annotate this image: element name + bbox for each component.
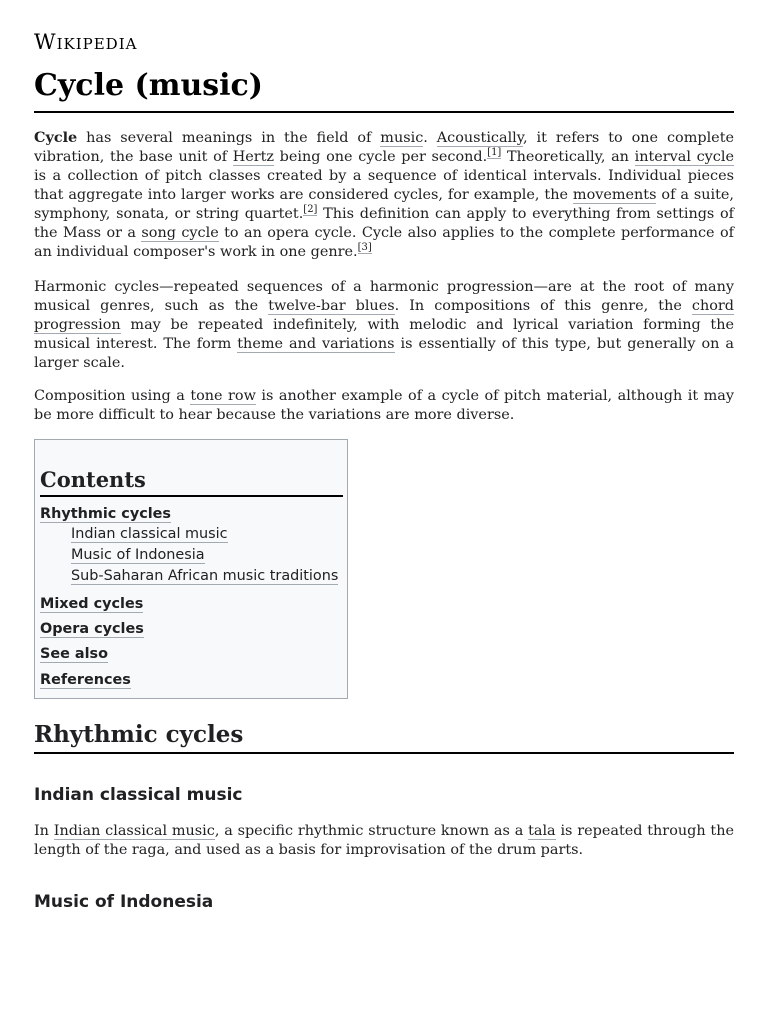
link-acoustically[interactable]: Acoustically xyxy=(436,130,523,146)
bold-term: Cycle xyxy=(34,129,78,146)
toc-item-rhythmic-cycles[interactable]: Rhythmic cycles xyxy=(40,506,171,522)
intro-paragraph-1: Cycle has several meanings in the field of music. Acoustically, it refers to one complete vibration, the base unit of Hertz being one cycle per second.[1] Theoretically, an interval cycle is a collection of pitch classes created by a sequence of identical intervals. Individual pieces that aggregate into larger works are considered cycles, for example, the movements of a suite, symphony, sonata, or string quartet.[2] This definition can apply to everything from settings of the Mass or a song cycle to an opera cycle. Cycle also applies to the complete performance of an individual composer's work in one genre.[3] xyxy=(34,129,735,260)
toc-item-indian-classical-music[interactable]: Indian classical music xyxy=(71,526,228,542)
link-movements[interactable]: movements xyxy=(572,187,657,203)
intro-paragraph-3: Composition using a tone row is another example of a cycle of pitch material, although it may be more difficult to hear because the variations are more diverse. xyxy=(34,388,734,423)
toc-item-music-of-indonesia[interactable]: Music of Indonesia xyxy=(71,547,205,563)
indian-classical-paragraph: In Indian classical music, a specific rhythmic structure known as a tala is repeated through the length of the raga, and used as a basis for improvisation of the drum parts. xyxy=(34,823,734,858)
section-heading-rhythmic-cycles: Rhythmic cycles xyxy=(34,720,734,754)
link-hertz[interactable]: Hertz xyxy=(232,149,275,165)
toc-item-sub-saharan-african-music[interactable]: Sub-Saharan African music traditions xyxy=(71,568,339,584)
toc-title: Contents xyxy=(40,467,343,497)
toc-item-references[interactable]: References xyxy=(40,672,131,688)
link-chord-progression[interactable]: chord progression xyxy=(34,298,734,333)
link-interval-cycle[interactable]: interval cycle xyxy=(634,149,734,165)
citation-2: [2] xyxy=(303,204,318,215)
link-music[interactable]: music xyxy=(380,130,424,146)
subsection-heading-music-of-indonesia: Music of Indonesia xyxy=(34,892,214,912)
toc-item-mixed-cycles[interactable]: Mixed cycles xyxy=(40,596,144,612)
link-theme-and-variations[interactable]: theme and variations xyxy=(237,336,395,352)
link-tone-row[interactable]: tone row xyxy=(190,388,256,404)
page-title: Cycle (music) xyxy=(34,67,734,113)
toc-item-see-also[interactable]: See also xyxy=(40,646,108,662)
table-of-contents xyxy=(34,439,348,699)
toc-item-opera-cycles[interactable]: Opera cycles xyxy=(40,621,144,637)
subsection-heading-indian-classical-music: Indian classical music xyxy=(34,785,243,805)
link-tala[interactable]: tala xyxy=(528,823,556,839)
intro-paragraph-2: Harmonic cycles—repeated sequences of a harmonic progression—are at the root of many musical genres, such as the twelve-bar blues. In compositions of this genre, the chord progression may be repeated indefinitely, with melodic and lyrical variation forming the musical interest. The form theme and variations is essentially of this type, but generally on a larger scale. xyxy=(34,279,734,371)
wikipedia-wordmark[interactable]: Wikipedia xyxy=(34,30,138,54)
citation-3: [3] xyxy=(357,242,372,253)
link-indian-classical-music[interactable]: Indian classical music xyxy=(53,823,215,839)
citation-1: [1] xyxy=(487,147,502,158)
link-song-cycle[interactable]: song cycle xyxy=(141,225,219,241)
link-twelve-bar-blues[interactable]: twelve-bar blues xyxy=(268,298,395,314)
